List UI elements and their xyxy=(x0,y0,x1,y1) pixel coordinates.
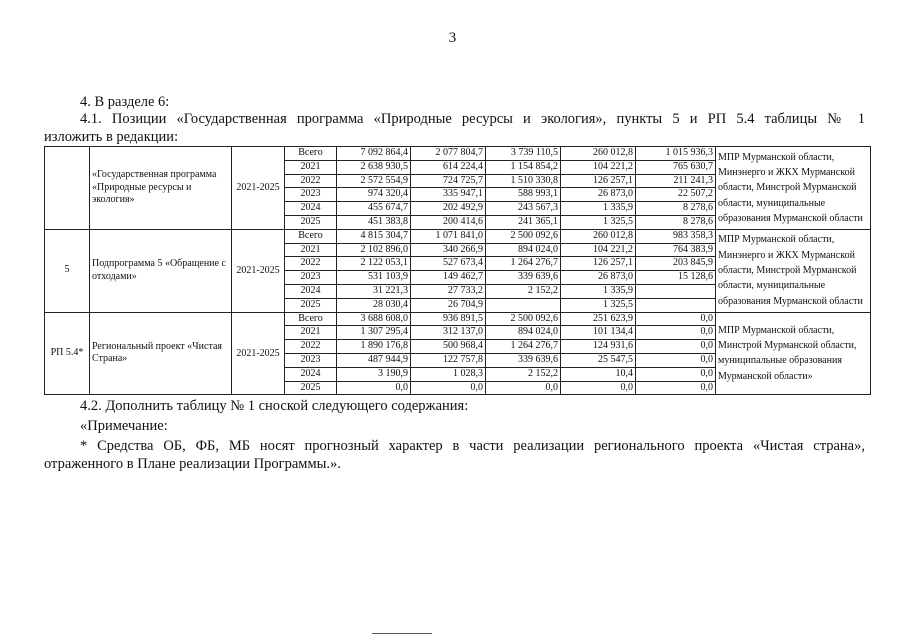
value-cell: 0,0 xyxy=(337,381,411,395)
value-cell: 7 092 864,4 xyxy=(337,147,411,161)
value-cell: 104 221,2 xyxy=(561,243,636,257)
value-cell: 260 012,8 xyxy=(561,147,636,161)
value-cell xyxy=(636,284,716,298)
value-cell: 126 257,1 xyxy=(561,257,636,271)
year-cell: 2025 xyxy=(285,215,337,229)
value-cell: 1 335,9 xyxy=(561,284,636,298)
value-cell: 124 931,6 xyxy=(561,340,636,354)
year-cell: 2023 xyxy=(285,353,337,367)
value-cell: 974 320,4 xyxy=(337,188,411,202)
footnote-text: * Средства ОБ, ФБ, МБ носят прогнозный характер в части реализации регионального проекта «Чистая страна», xyxy=(80,438,865,454)
row-code: 5 xyxy=(45,229,90,312)
value-cell: 1 335,9 xyxy=(561,202,636,216)
year-cell: Всего xyxy=(285,312,337,326)
paragraph-4-2: 4.2. Дополнить таблицу № 1 сноской следующего содержания: xyxy=(80,398,469,414)
value-cell: 487 944,9 xyxy=(337,353,411,367)
year-cell: 2022 xyxy=(285,257,337,271)
footnote-text-continued: отраженного в Плане реализации Программы.». xyxy=(44,456,341,472)
value-cell: 2 122 053,1 xyxy=(337,257,411,271)
value-cell: 724 725,7 xyxy=(411,174,486,188)
value-cell: 1 264 276,7 xyxy=(486,340,561,354)
value-cell: 25 547,5 xyxy=(561,353,636,367)
value-cell: 28 030,4 xyxy=(337,298,411,312)
value-cell: 0,0 xyxy=(411,381,486,395)
value-cell: 531 103,9 xyxy=(337,271,411,285)
row-period: 2021-2025 xyxy=(232,312,285,395)
value-cell: 983 358,3 xyxy=(636,229,716,243)
value-cell: 614 224,4 xyxy=(411,160,486,174)
year-cell: 2024 xyxy=(285,284,337,298)
value-cell: 764 383,9 xyxy=(636,243,716,257)
value-cell: 0,0 xyxy=(636,353,716,367)
value-cell: 340 266,9 xyxy=(411,243,486,257)
value-cell: 1 510 330,8 xyxy=(486,174,561,188)
value-cell: 500 968,4 xyxy=(411,340,486,354)
value-cell: 2 638 930,5 xyxy=(337,160,411,174)
row-period: 2021-2025 xyxy=(232,229,285,312)
value-cell: 765 630,7 xyxy=(636,160,716,174)
value-cell: 0,0 xyxy=(636,367,716,381)
section-heading: 4. В разделе 6: xyxy=(80,94,170,110)
note-heading: «Примечание: xyxy=(80,418,168,434)
value-cell: 260 012,8 xyxy=(561,229,636,243)
paragraph-4-1-continued: изложить в редакции: xyxy=(44,129,179,145)
table-row xyxy=(45,229,871,243)
year-cell: 2021 xyxy=(285,326,337,340)
row-executors: МПР Мурманской области, Минэнерго и ЖКХ Мурманской области, Минстрой Мурманской области, муниципальные образования Мурманской области xyxy=(716,229,871,312)
value-cell: 2 077 804,7 xyxy=(411,147,486,161)
value-cell: 527 673,4 xyxy=(411,257,486,271)
value-cell: 22 507,2 xyxy=(636,188,716,202)
value-cell: 1 028,3 xyxy=(411,367,486,381)
year-cell: 2022 xyxy=(285,340,337,354)
value-cell: 339 639,6 xyxy=(486,271,561,285)
value-cell: 0,0 xyxy=(561,381,636,395)
year-cell: Всего xyxy=(285,229,337,243)
row-period: 2021-2025 xyxy=(232,147,285,230)
value-cell: 2 500 092,6 xyxy=(486,312,561,326)
value-cell: 126 257,1 xyxy=(561,174,636,188)
value-cell: 2 152,2 xyxy=(486,284,561,298)
value-cell xyxy=(636,298,716,312)
value-cell: 4 815 304,7 xyxy=(337,229,411,243)
value-cell: 2 152,2 xyxy=(486,367,561,381)
table-row xyxy=(45,312,871,326)
value-cell: 203 845,9 xyxy=(636,257,716,271)
value-cell: 26 873,0 xyxy=(561,188,636,202)
value-cell: 588 993,1 xyxy=(486,188,561,202)
value-cell: 8 278,6 xyxy=(636,202,716,216)
value-cell: 122 757,8 xyxy=(411,353,486,367)
value-cell: 451 383,8 xyxy=(337,215,411,229)
year-cell: 2024 xyxy=(285,202,337,216)
value-cell: 3 190,9 xyxy=(337,367,411,381)
value-cell: 0,0 xyxy=(636,381,716,395)
value-cell: 0,0 xyxy=(636,326,716,340)
row-name: «Государственная программа «Природные ресурсы и экология» xyxy=(90,147,232,230)
value-cell: 15 128,6 xyxy=(636,271,716,285)
year-cell: 2023 xyxy=(285,271,337,285)
value-cell: 2 102 896,0 xyxy=(337,243,411,257)
row-name: Подпрограмма 5 «Обращение с отходами» xyxy=(90,229,232,312)
value-cell: 202 492,9 xyxy=(411,202,486,216)
value-cell: 0,0 xyxy=(636,340,716,354)
value-cell: 8 278,6 xyxy=(636,215,716,229)
value-cell: 31 221,3 xyxy=(337,284,411,298)
year-cell: 2021 xyxy=(285,243,337,257)
table-body xyxy=(45,147,871,395)
footer-divider xyxy=(372,633,432,634)
table-row xyxy=(45,147,871,161)
value-cell: 335 947,1 xyxy=(411,188,486,202)
value-cell: 1 307 295,4 xyxy=(337,326,411,340)
value-cell: 0,0 xyxy=(636,312,716,326)
value-cell: 894 024,0 xyxy=(486,243,561,257)
value-cell: 0,0 xyxy=(486,381,561,395)
value-cell: 10,4 xyxy=(561,367,636,381)
value-cell: 149 462,7 xyxy=(411,271,486,285)
value-cell: 936 891,5 xyxy=(411,312,486,326)
value-cell: 1 071 841,0 xyxy=(411,229,486,243)
year-cell: 2025 xyxy=(285,298,337,312)
value-cell: 26 873,0 xyxy=(561,271,636,285)
value-cell: 1 264 276,7 xyxy=(486,257,561,271)
value-cell: 1 325,5 xyxy=(561,215,636,229)
value-cell: 1 154 854,2 xyxy=(486,160,561,174)
row-executors: МПР Мурманской области, Минэнерго и ЖКХ Мурманской области, Минстрой Мурманской области, муниципальные образования Мурманской области xyxy=(716,147,871,230)
value-cell: 1 325,5 xyxy=(561,298,636,312)
value-cell: 1 015 936,3 xyxy=(636,147,716,161)
year-cell: 2023 xyxy=(285,188,337,202)
value-cell: 312 137,0 xyxy=(411,326,486,340)
value-cell: 2 572 554,9 xyxy=(337,174,411,188)
value-cell: 2 500 092,6 xyxy=(486,229,561,243)
value-cell: 3 688 608,0 xyxy=(337,312,411,326)
value-cell: 251 623,9 xyxy=(561,312,636,326)
budget-table xyxy=(44,146,871,395)
row-code: РП 5.4* xyxy=(45,312,90,395)
value-cell: 339 639,6 xyxy=(486,353,561,367)
row-name: Региональный проект «Чистая Страна» xyxy=(90,312,232,395)
value-cell: 200 414,6 xyxy=(411,215,486,229)
year-cell: 2024 xyxy=(285,367,337,381)
year-cell: 2022 xyxy=(285,174,337,188)
value-cell: 26 704,9 xyxy=(411,298,486,312)
value-cell: 211 241,3 xyxy=(636,174,716,188)
year-cell: 2025 xyxy=(285,381,337,395)
page-number: 3 xyxy=(448,30,457,46)
value-cell: 241 365,1 xyxy=(486,215,561,229)
value-cell: 27 733,2 xyxy=(411,284,486,298)
value-cell: 243 567,3 xyxy=(486,202,561,216)
value-cell: 3 739 110,5 xyxy=(486,147,561,161)
row-executors: МПР Мурманской области, Минстрой Мурманской области, муниципальные образования Мурманской области» xyxy=(716,312,871,395)
year-cell: Всего xyxy=(285,147,337,161)
value-cell: 894 024,0 xyxy=(486,326,561,340)
value-cell: 1 890 176,8 xyxy=(337,340,411,354)
value-cell: 104 221,2 xyxy=(561,160,636,174)
row-code xyxy=(45,147,90,230)
value-cell xyxy=(486,298,561,312)
paragraph-4-1: 4.1. Позиции «Государственная программа «Природные ресурсы и экология», пункты 5 и РП 5.4 таблицы № 1 xyxy=(80,111,865,127)
value-cell: 455 674,7 xyxy=(337,202,411,216)
year-cell: 2021 xyxy=(285,160,337,174)
value-cell: 101 134,4 xyxy=(561,326,636,340)
